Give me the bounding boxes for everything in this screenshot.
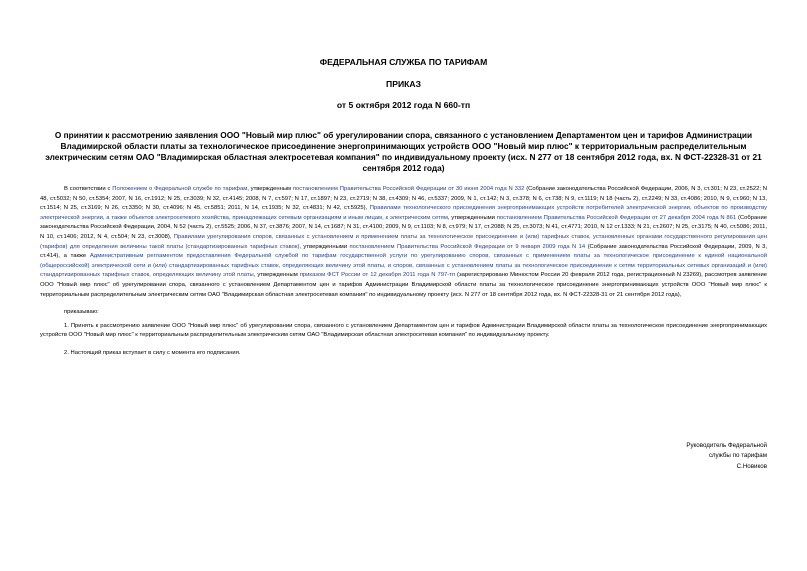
link-connection-rules[interactable]: Правилами технологического присоединения энергопринимающих устройств потребителей электрической энергии, объектов по производству электрической энергии, а также объектов электросетевого хозяйства, принадлежащих сетевым организациям и иным лицам, к электрическим сетям — [40, 205, 767, 221]
preamble-text: (Собрание законодательства Российской Федерации, 2009, N 3, ст.414), а также — [40, 243, 767, 260]
preamble-text: , утвержденными — [447, 214, 497, 221]
link-decree-14[interactable]: постановлением Правительства Российской Федерации от 9 января 2009 года N 14 — [349, 243, 586, 250]
preamble-paragraph — [40, 185, 767, 300]
link-decree-861[interactable]: постановлением Правительства Российской Федерации от 27 декабря 2004 года N 861 — [496, 214, 737, 221]
preamble-text: , утвержденным — [253, 272, 300, 279]
document-type: ПРИКАЗ — [386, 79, 421, 89]
document-date-number: от 5 октября 2012 года N 660-тп — [336, 100, 471, 110]
preamble-text: , утвержденным — [247, 186, 293, 192]
signature-name: С.Новиков — [736, 462, 767, 470]
link-decree-332[interactable]: постановлением Правительства Российской Федерации от 30 июня 2004 года N 332 — [292, 186, 525, 192]
order-item-1: 1. Принять к рассмотрению заявление ООО "Новый мир плюс" об урегулировании спора, связанного с установлением Департаментом цен и тарифов Администрации Владимирской области платы за технологическое присоединение энергопринимающих устройств ООО "Новый мир плюс" к территориальным распределительным электрическим сетям ОАО "Владимирская областная электросетевая компания" по индивидуальному проекту. — [40, 322, 767, 339]
agency-name: ФЕДЕРАЛЬНАЯ СЛУЖБА ПО ТАРИФАМ — [319, 57, 488, 67]
preamble-text: (Собрание законодательства Российской Федерации, 2004, N 52 (часть 2), ст.5525; 2006, N 37, ст.3876; 2007, N 14, ст.1687; N 31, ст.4100; 2009, N 9, ст.1103; N 8, ст.979; N 17, ст.2088; N 25, ст.3073; N 41, ст.4771; 2010, N 12 ст.1333; N 21, ст.2607; N 25, ст.3175; N 40, ст.5086; 2011, N 10, ст.1406; 2012, N 4, ст.504; N 23, ст.3008), — [40, 214, 767, 240]
preamble-text: В соответствии с — [64, 186, 113, 192]
order-word: приказываю: — [64, 309, 99, 316]
signature-organization: службы по тарифам — [708, 452, 767, 460]
document-title: О принятии к рассмотрению заявления ООО "Новый мир плюс" об урегулировании спора, связанного с установлением Департаментом цен и тарифов Администрации Владимирской области платы за технологическое присоединение энергопринимающих устройств ООО "Новый мир плюс" к территориальным распределительным электрическим сетям ОАО "Владимирская областная электросетевая компания" по индивидуальному проекту (исх. N 277 от 18 сентября 2012 года, вх. N ФСТ-22328-31 от 21 сентября 2012 года) — [45, 130, 762, 173]
signature-position: Руководитель Федеральной — [686, 442, 767, 449]
link-regulation-fst[interactable]: Положением о Федеральной службе по тарифам — [112, 186, 248, 192]
preamble-text: , утвержденными — [299, 243, 350, 250]
preamble-text: (зарегистрировано Минюстом России 20 февраля 2012 года, регистрационный N 23269), рассмотрев заявление ООО "Новый мир плюс" об урегулировании спора, связанного с установлением Департаментом цен и тарифов Администрации Владимирской области платы за технологическое присоединение энергопринимающих устройств ООО "Новый мир плюс" к территориальным распределительным электрическим сетям ОАО "Владимирская областная электросетевая компания" по индивидуальному проекту (исх. N 277 от 18 сентября 2012 года, вх. N ФСТ-22328-31 от 21 сентября 2012 года), — [40, 272, 768, 298]
link-dispute-rules[interactable]: Правилами урегулирования споров, связанных с установлением и применением платы за технологическое присоединение и (или) тарифных ставок, установленных органами государственного регулирования цен (тарифов) для определения величины такой платы (стандартизированных тарифных ставок) — [40, 233, 767, 250]
order-item-2: 2. Настоящий приказ вступает в силу с момента его подписания. — [64, 349, 241, 356]
signature-block — [686, 441, 767, 472]
link-admin-regulation[interactable]: Административным регламентом предоставления Федеральной службой по тарифам государственной услуги по урегулированию споров, связанных с применением платы за технологическое присоединение к единой национальной (общероссийской) электрической сети и (или) стандартизированных тарифных ставок, определяющих величину этой платы, и споров, связанных с установлением платы за технологическое присоединение к сетям территориальных сетевых организаций и (или) стандартизированных тарифных ставок, определяющих величину этой платы — [40, 253, 767, 279]
preamble-text: (Собрание законодательства Российской Федерации, 2006, N 3, ст.301; N 23, ст.2522; N 48, ст.5032; N 50, ст.5354; 2007, N 16, ст.1912; N 25, ст.3039; N 32, ст.4145; 2008, N 7, ст.597; N 17, ст.1897; N 23, ст.2719; N 38, ст.4309; N 46, ст.5337; 2009, N 1, ст.142; N 3, ст.378; N 6, ст.738; N 9, ст.1119; N 18 (часть 2), ст.2249; N 33, ст.4086; 2010, N 9, ст.960; N 13, ст.1514; N 25, ст.3169; N 26, ст.3350; N 30, ст.4096; N 45, ст.5851; 2011, N 14, ст.1935; N 32, ст.4831; N 42, ст.5925), — [40, 186, 767, 212]
document-body — [40, 185, 767, 359]
link-order-797[interactable]: приказом ФСТ России от 12 декабря 2011 года N 797-тп — [299, 272, 456, 279]
